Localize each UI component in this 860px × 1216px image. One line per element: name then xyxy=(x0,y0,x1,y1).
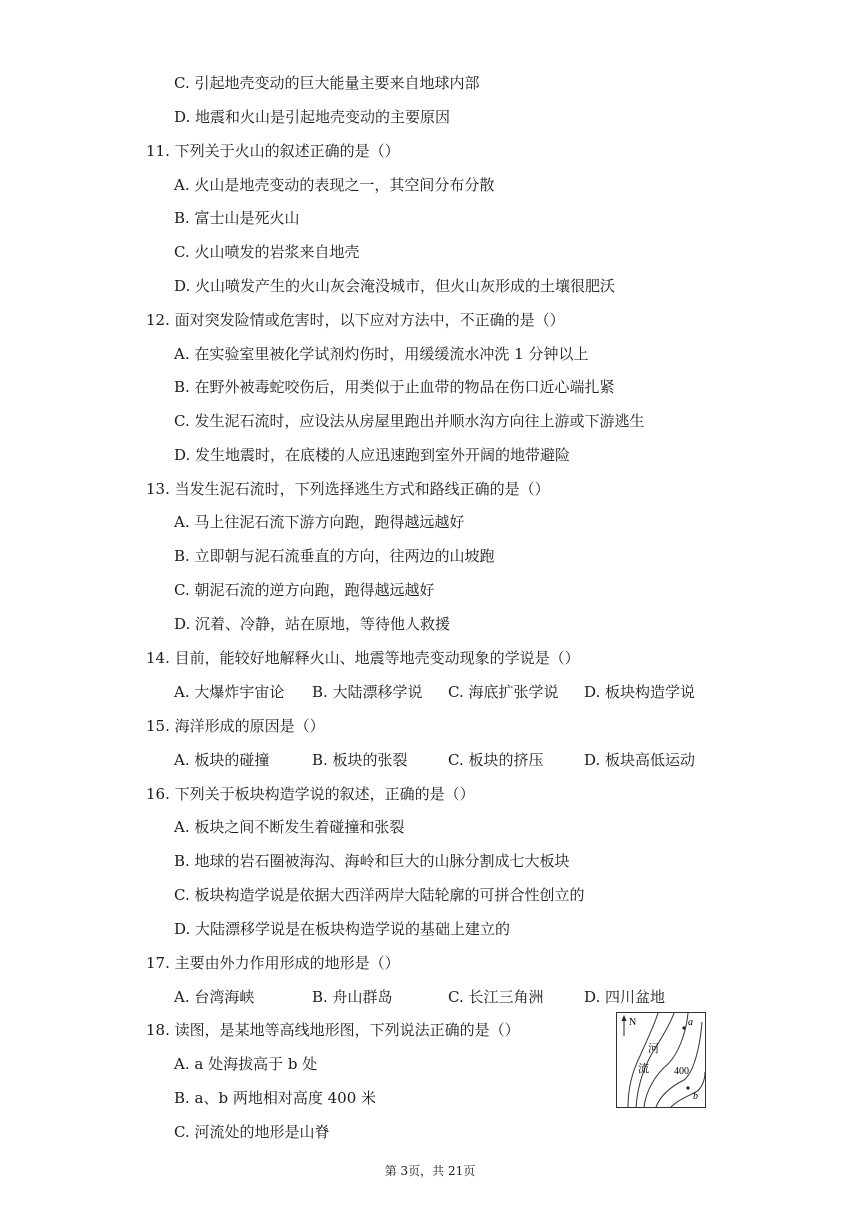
answer-option: C. 板块的挤压 xyxy=(448,751,544,769)
north-label: N xyxy=(629,1017,637,1028)
answer-option: C. 朝泥石流的逆方向跑，跑得越远越好 xyxy=(174,581,435,599)
answer-option: B. 立即朝与泥石流垂直的方向，往两边的山坡跑 xyxy=(174,547,495,565)
answer-option: B. 地球的岩石圈被海沟、海岭和巨大的山脉分割成七大板块 xyxy=(174,852,570,870)
river-label-1: 河 xyxy=(648,1042,659,1055)
answer-option: D. 四川盆地 xyxy=(584,988,666,1006)
answer-option: D. 火山喷发产生的火山灰会淹没城市，但火山灰形成的土壤很肥沃 xyxy=(174,277,616,295)
answer-option: D. 发生地震时，在底楼的人应迅速跑到室外开阔的地带避险 xyxy=(174,446,571,464)
option-row xyxy=(0,750,860,770)
answer-option: A. 马上往泥石流下游方向跑，跑得越远越好 xyxy=(174,513,465,531)
answer-option: D. 地震和火山是引起地壳变动的主要原因 xyxy=(174,108,451,126)
option-row xyxy=(0,987,860,1007)
answer-option: A. 板块的碰撞 xyxy=(174,751,270,769)
answer-option: B. 富士山是死火山 xyxy=(174,209,300,227)
answer-option: C. 发生泥石流时，应设法从房屋里跑出并顺水沟方向往上游或下游逃生 xyxy=(174,412,645,430)
answer-option: D. 沉着、冷静，站在原地，等待他人救援 xyxy=(174,615,451,633)
contour-value-label: 400 xyxy=(674,1066,689,1077)
question-stem: 11. 下列关于火山的叙述正确的是（） xyxy=(146,142,400,160)
point-a-label: a xyxy=(688,1017,693,1028)
question-stem: 13. 当发生泥石流时，下列选择逃生方式和路线正确的是（） xyxy=(146,480,550,498)
answer-option: C. 板块构造学说是依据大西洋两岸大陆轮廓的可拼合性创立的 xyxy=(174,886,585,904)
option-row xyxy=(0,682,860,702)
answer-option: A. 大爆炸宇宙论 xyxy=(174,683,285,701)
question-stem: 18. 读图，是某地等高线地形图，下列说法正确的是（） xyxy=(146,1021,520,1039)
point-a-marker xyxy=(682,1026,685,1029)
answer-option: C. 长江三角洲 xyxy=(448,988,544,1006)
answer-option: D. 大陆漂移学说是在板块构造学说的基础上建立的 xyxy=(174,920,511,938)
point-b-marker xyxy=(686,1086,689,1089)
answer-option: C. 火山喷发的岩浆来自地壳 xyxy=(174,243,360,261)
question-stem: 16. 下列关于板块构造学说的叙述，正确的是（） xyxy=(146,785,475,803)
question-stem: 12. 面对突发险情或危害时，以下应对方法中，不正确的是（） xyxy=(146,311,565,329)
answer-option: A. 在实验室里被化学试剂灼伤时，用缓缓流水冲洗 1 分钟以上 xyxy=(174,345,589,363)
answer-option: B. a、b 两地相对高度 400 米 xyxy=(174,1089,377,1107)
contour-map-figure xyxy=(616,1012,706,1108)
answer-option: B. 舟山群岛 xyxy=(312,988,393,1006)
answer-option: A. 台湾海峡 xyxy=(174,988,255,1006)
answer-option: D. 板块高低运动 xyxy=(584,751,696,769)
question-stem: 15. 海洋形成的原因是（） xyxy=(146,717,325,735)
answer-option: C. 引起地壳变动的巨大能量主要来自地球内部 xyxy=(174,74,480,92)
river-label-2: 流 xyxy=(638,1062,649,1075)
question-stem: 17. 主要由外力作用形成的地形是（） xyxy=(146,954,400,972)
answer-option: B. 在野外被毒蛇咬伤后，用类似于止血带的物品在伤口近心端扎紧 xyxy=(174,378,615,396)
contour-map-svg xyxy=(616,1012,706,1108)
answer-option: A. 板块之间不断发生着碰撞和张裂 xyxy=(174,818,405,836)
answer-option: A. a 处海拔高于 b 处 xyxy=(174,1055,318,1073)
answer-option: C. 海底扩张学说 xyxy=(448,683,559,701)
page-footer: 第 3页，共 21页 xyxy=(384,1164,476,1178)
answer-option: D. 板块构造学说 xyxy=(584,683,696,701)
point-b-label: b xyxy=(693,1091,698,1102)
answer-option: B. 大陆漂移学说 xyxy=(312,683,423,701)
answer-option: C. 河流处的地形是山脊 xyxy=(174,1123,330,1141)
question-stem: 14. 目前，能较好地解释火山、地震等地壳变动现象的学说是（） xyxy=(146,649,580,667)
answer-option: B. 板块的张裂 xyxy=(312,751,408,769)
answer-option: A. 火山是地壳变动的表现之一，其空间分布分散 xyxy=(174,176,495,194)
